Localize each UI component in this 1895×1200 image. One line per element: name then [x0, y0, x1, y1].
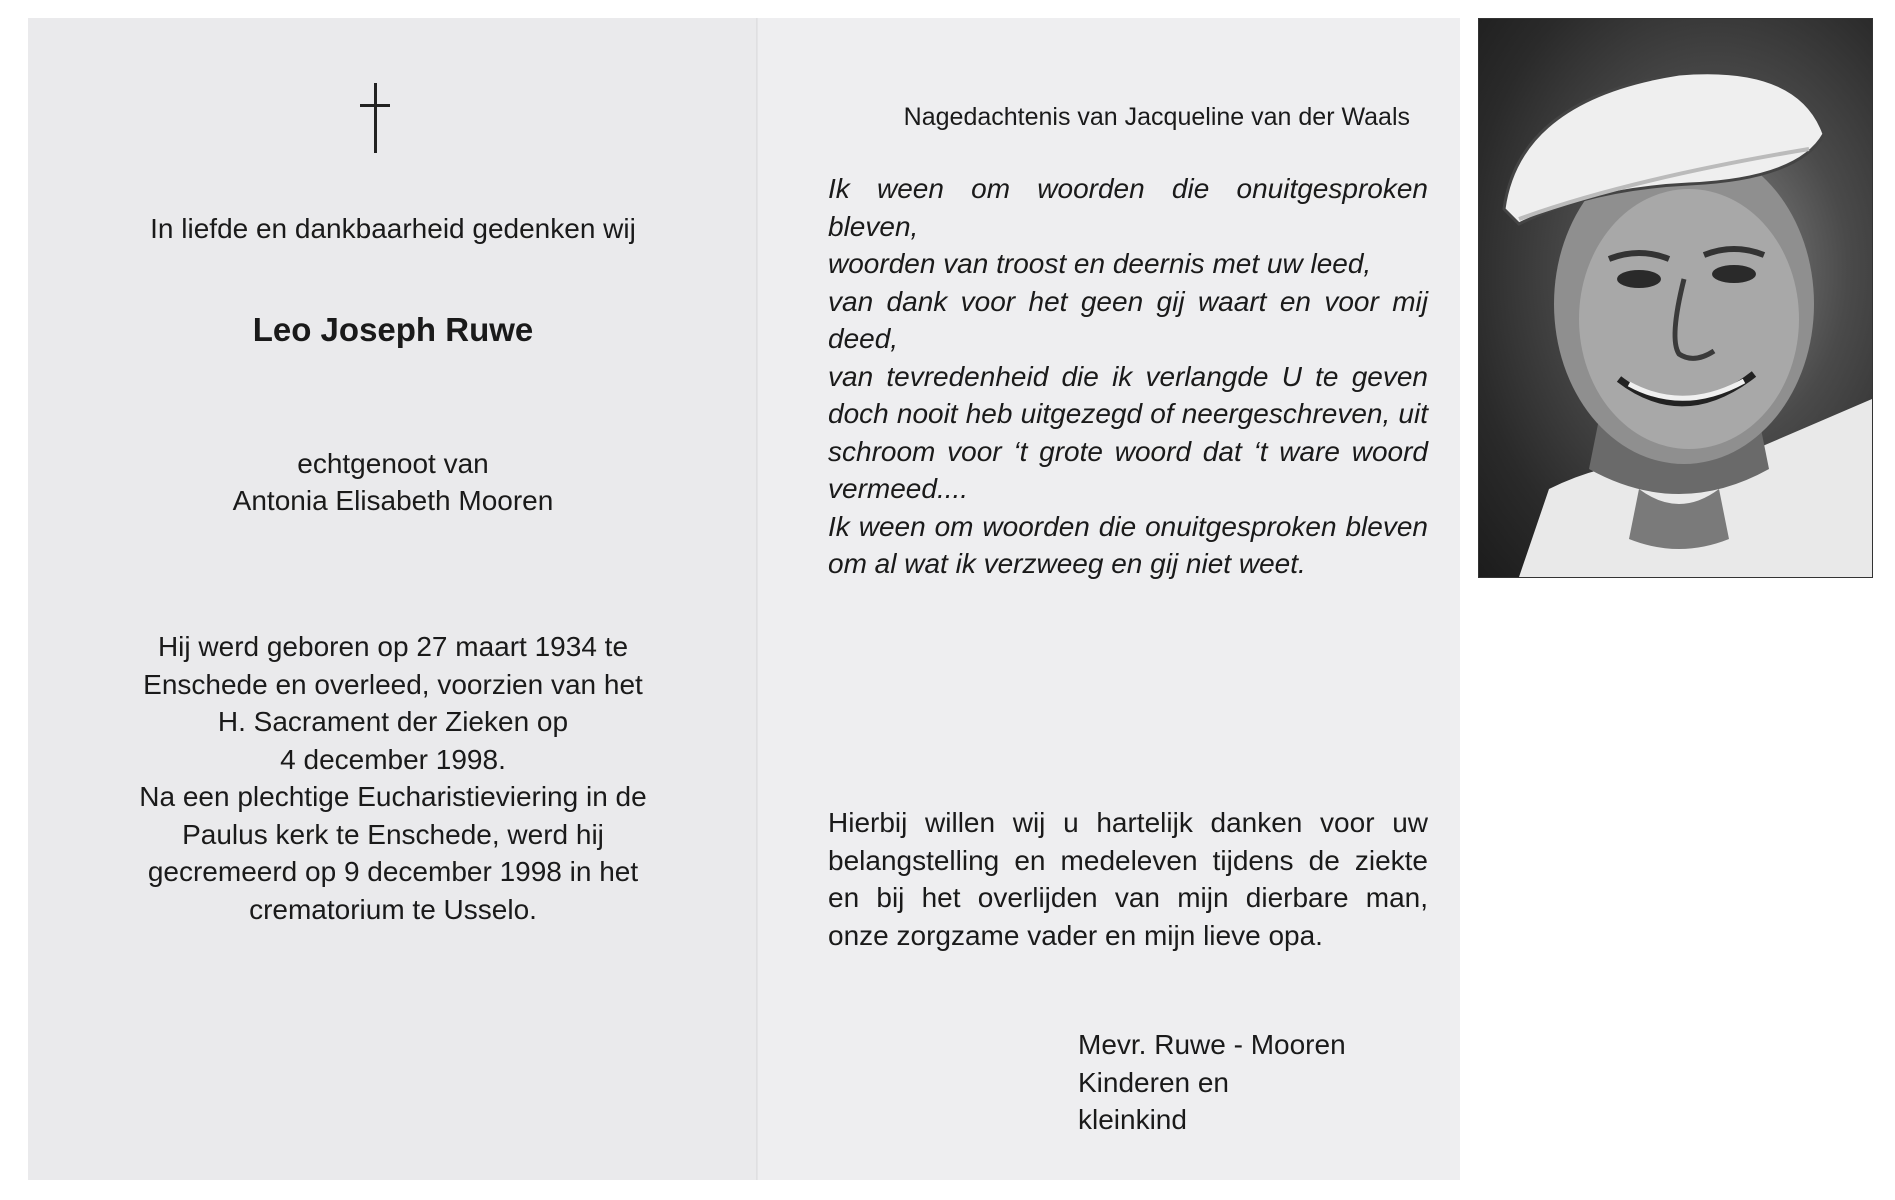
signature-line: Mevr. Ruwe - Mooren: [1078, 1029, 1346, 1060]
cross-icon: [358, 83, 392, 153]
spouse-label: echtgenoot van: [297, 448, 489, 479]
bio-line: Enschede en overleed, voorzien van het: [143, 668, 643, 700]
thanks-text: Hierbij willen wij u hartelijk danken voor uw belangstelling en medeleven tijdens de ziekte en bij het overlijden van mijn dierbare man, onze zorgzame vader en mijn lieve opa.: [828, 807, 1428, 951]
bio-line: gecremeerd op 9 december 1998 in het: [147, 856, 639, 887]
biography: [68, 628, 718, 928]
memorial-card: [28, 18, 1460, 1180]
intro-text: In liefde en dankbaarheid gedenken wij: [150, 213, 636, 244]
bio-line: Hij werd geboren op 27 maart 1934 te: [157, 631, 629, 662]
poem: [828, 170, 1428, 583]
signature: [1078, 1026, 1346, 1139]
bio-line: Na een plechtige Eucharistieviering in de: [139, 781, 647, 812]
poem-line: van dank voor het geen gij waart en voor mij deed,: [828, 285, 1428, 354]
poem-dedication: Nagedachtenis van Jacqueline van der Waals: [903, 103, 1410, 131]
poem-line: Ik ween om woorden die onuitgesproken bleven om al wat ik verzweeg en gij niet weet.: [828, 510, 1428, 579]
portrait-photo: [1478, 18, 1873, 578]
deceased-name: Leo Joseph Ruwe: [252, 311, 534, 348]
spouse-block: [68, 445, 718, 519]
bio-line: crematorium te Usselo.: [249, 893, 537, 925]
signature-line: kleinkind: [1078, 1104, 1187, 1135]
bio-line: 4 december 1998.: [280, 743, 506, 775]
left-panel: [28, 18, 758, 1180]
bio-line: Paulus kerk te Enschede, werd hij: [182, 818, 604, 850]
poem-line: van tevredenheid die ik verlangde U te geven doch nooit heb uitgezegd of neergeschreven, uit schroom voor ‘t grote woord dat ‘t ware woord vermeed....: [828, 360, 1428, 504]
poem-line: woorden van troost en deernis met uw leed,: [828, 248, 1372, 279]
signature-line: Kinderen en: [1078, 1066, 1230, 1098]
bio-line: H. Sacrament der Zieken op: [217, 706, 569, 737]
spouse-name: Antonia Elisabeth Mooren: [232, 485, 554, 516]
poem-line: Ik ween om woorden die onuitgesproken bleven,: [828, 173, 1428, 242]
right-panel: [758, 18, 1460, 1180]
